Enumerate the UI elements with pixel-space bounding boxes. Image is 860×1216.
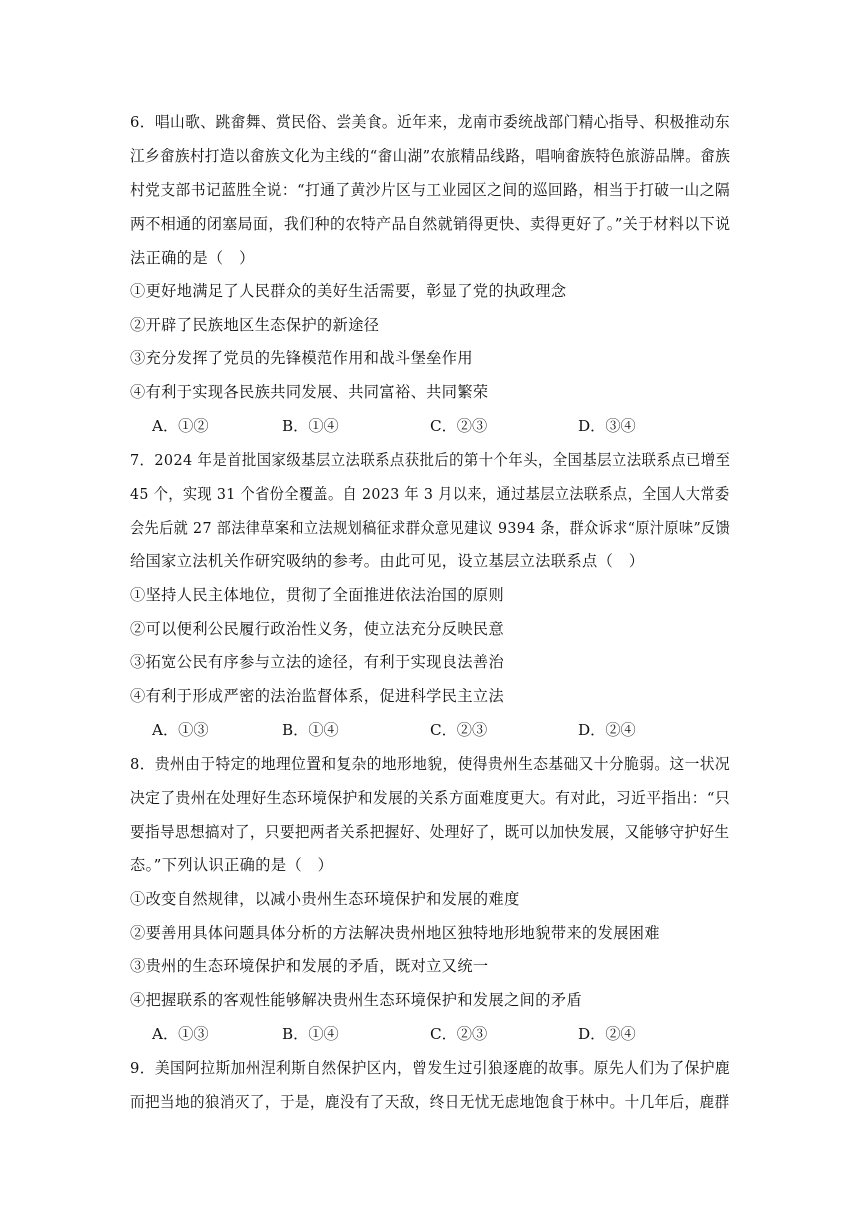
question-6-line-5: 法正确的是（ ） xyxy=(130,249,255,267)
question-7-statement-4: ④有利于形成严密的法治监督体系，促进科学民主立法 xyxy=(130,687,505,705)
question-8-line-2: 决定了贵州在处理好生态环境保护和发展的关系方面难度更大。有对此，习近平指出：“只 xyxy=(130,789,731,807)
question-8-statement-4: ④把握联系的客观性能够解决贵州生态环境保护和发展之间的矛盾 xyxy=(130,991,583,1009)
question-7-line-3: 会先后就 27 部法律草案和立法规划稿征求群众意见建议 9394 条，群众诉求“原汁原味”反馈 xyxy=(130,519,731,537)
question-6-line-4: 两不相通的闭塞局面，我们种的农特产品自然就销得更快、卖得更好了。”关于材料以下说 xyxy=(130,215,731,233)
question-8-options xyxy=(152,1024,712,1044)
question-6-line-2: 江乡畲族村打造以畲族文化为主线的“畲山湖”农旅精品线路，唱响畲族特色旅游品牌。畲族 xyxy=(130,147,731,165)
question-7-line-4: 给国家立法机关作研究吸纳的参考。由此可见，设立基层立法联系点（ ） xyxy=(130,552,645,570)
question-6-statement-4: ④有利于实现各民族共同发展、共同富裕、共同繁荣 xyxy=(130,383,489,401)
question-7-statement-1: ①坚持人民主体地位，贯彻了全面推进依法治国的原则 xyxy=(130,586,505,604)
question-8-line-4: 态。”下列认识正确的是（ ） xyxy=(130,856,334,874)
option-c[interactable]: C．②③ xyxy=(430,721,488,739)
option-c[interactable]: C．②③ xyxy=(430,417,488,435)
question-7-line-1: 7．2024 年是首批国家级基层立法联系点获批后的第十个年头，全国基层立法联系点已增至 xyxy=(130,451,731,469)
question-6-statement-1: ①更好地满足了人民群众的美好生活需要，彰显了党的执政理念 xyxy=(130,282,567,300)
question-7-line-2: 45 个，实现 31 个省份全覆盖。自 2023 年 3 月以来，通过基层立法联系点，全国人大常委 xyxy=(130,485,730,503)
question-6-statement-2: ②开辟了民族地区生态保护的新途径 xyxy=(130,316,380,334)
question-6-line-3: 村党支部书记蓝胜全说：“打通了黄沙片区与工业园区之间的巡回路，相当于打破一山之隔 xyxy=(130,181,731,199)
question-6-options xyxy=(152,416,712,436)
question-8-line-3: 要指导思想搞对了，只要把两者关系把握好、处理好了，既可以加快发展，又能够守护好生 xyxy=(130,823,730,841)
question-7-statement-2: ②可以便利公民履行政治性义务，使立法充分反映民意 xyxy=(130,620,505,638)
question-6-statement-3: ③充分发挥了党员的先锋模范作用和战斗堡垒作用 xyxy=(130,349,473,367)
question-8-line-1: 8．贵州由于特定的地理位置和复杂的地形地貌，使得贵州生态基础又十分脆弱。这一状况 xyxy=(130,755,731,773)
option-c[interactable]: C．②③ xyxy=(430,1025,488,1043)
question-9-line-1: 9．美国阿拉斯加州涅利斯自然保护区内，曾发生过引狼逐鹿的故事。原先人们为了保护鹿 xyxy=(130,1059,731,1077)
question-9-line-2: 而把当地的狼消灭了，于是，鹿没有了天敌，终日无忧无虑地饱食于林中。十几年后，鹿群 xyxy=(130,1093,730,1111)
question-7-statement-3: ③拓宽公民有序参与立法的途径，有利于实现良法善治 xyxy=(130,653,505,671)
question-8-statement-2: ②要善用具体问题具体分析的方法解决贵州地区独特地形地貌带来的发展困难 xyxy=(130,924,660,942)
option-d[interactable]: D．②④ xyxy=(578,721,636,739)
question-8-statement-1: ①改变自然规律，以减小贵州生态环境保护和发展的难度 xyxy=(130,890,520,908)
option-b[interactable]: B．①④ xyxy=(282,1025,339,1043)
option-a[interactable]: A．①③ xyxy=(152,721,209,739)
option-b[interactable]: B．①④ xyxy=(282,417,339,435)
question-6-line-1: 6．唱山歌、跳畲舞、赏民俗、尝美食。近年来，龙南市委统战部门精心指导、积极推动东 xyxy=(130,113,731,131)
option-d[interactable]: D．③④ xyxy=(578,417,636,435)
question-7-options xyxy=(152,720,712,740)
option-b[interactable]: B．①④ xyxy=(282,721,339,739)
question-8-statement-3: ③贵州的生态环境保护和发展的矛盾，既对立又统一 xyxy=(130,957,489,975)
option-d[interactable]: D．②④ xyxy=(578,1025,636,1043)
option-a[interactable]: A．①② xyxy=(152,417,209,435)
option-a[interactable]: A．①③ xyxy=(152,1025,209,1043)
